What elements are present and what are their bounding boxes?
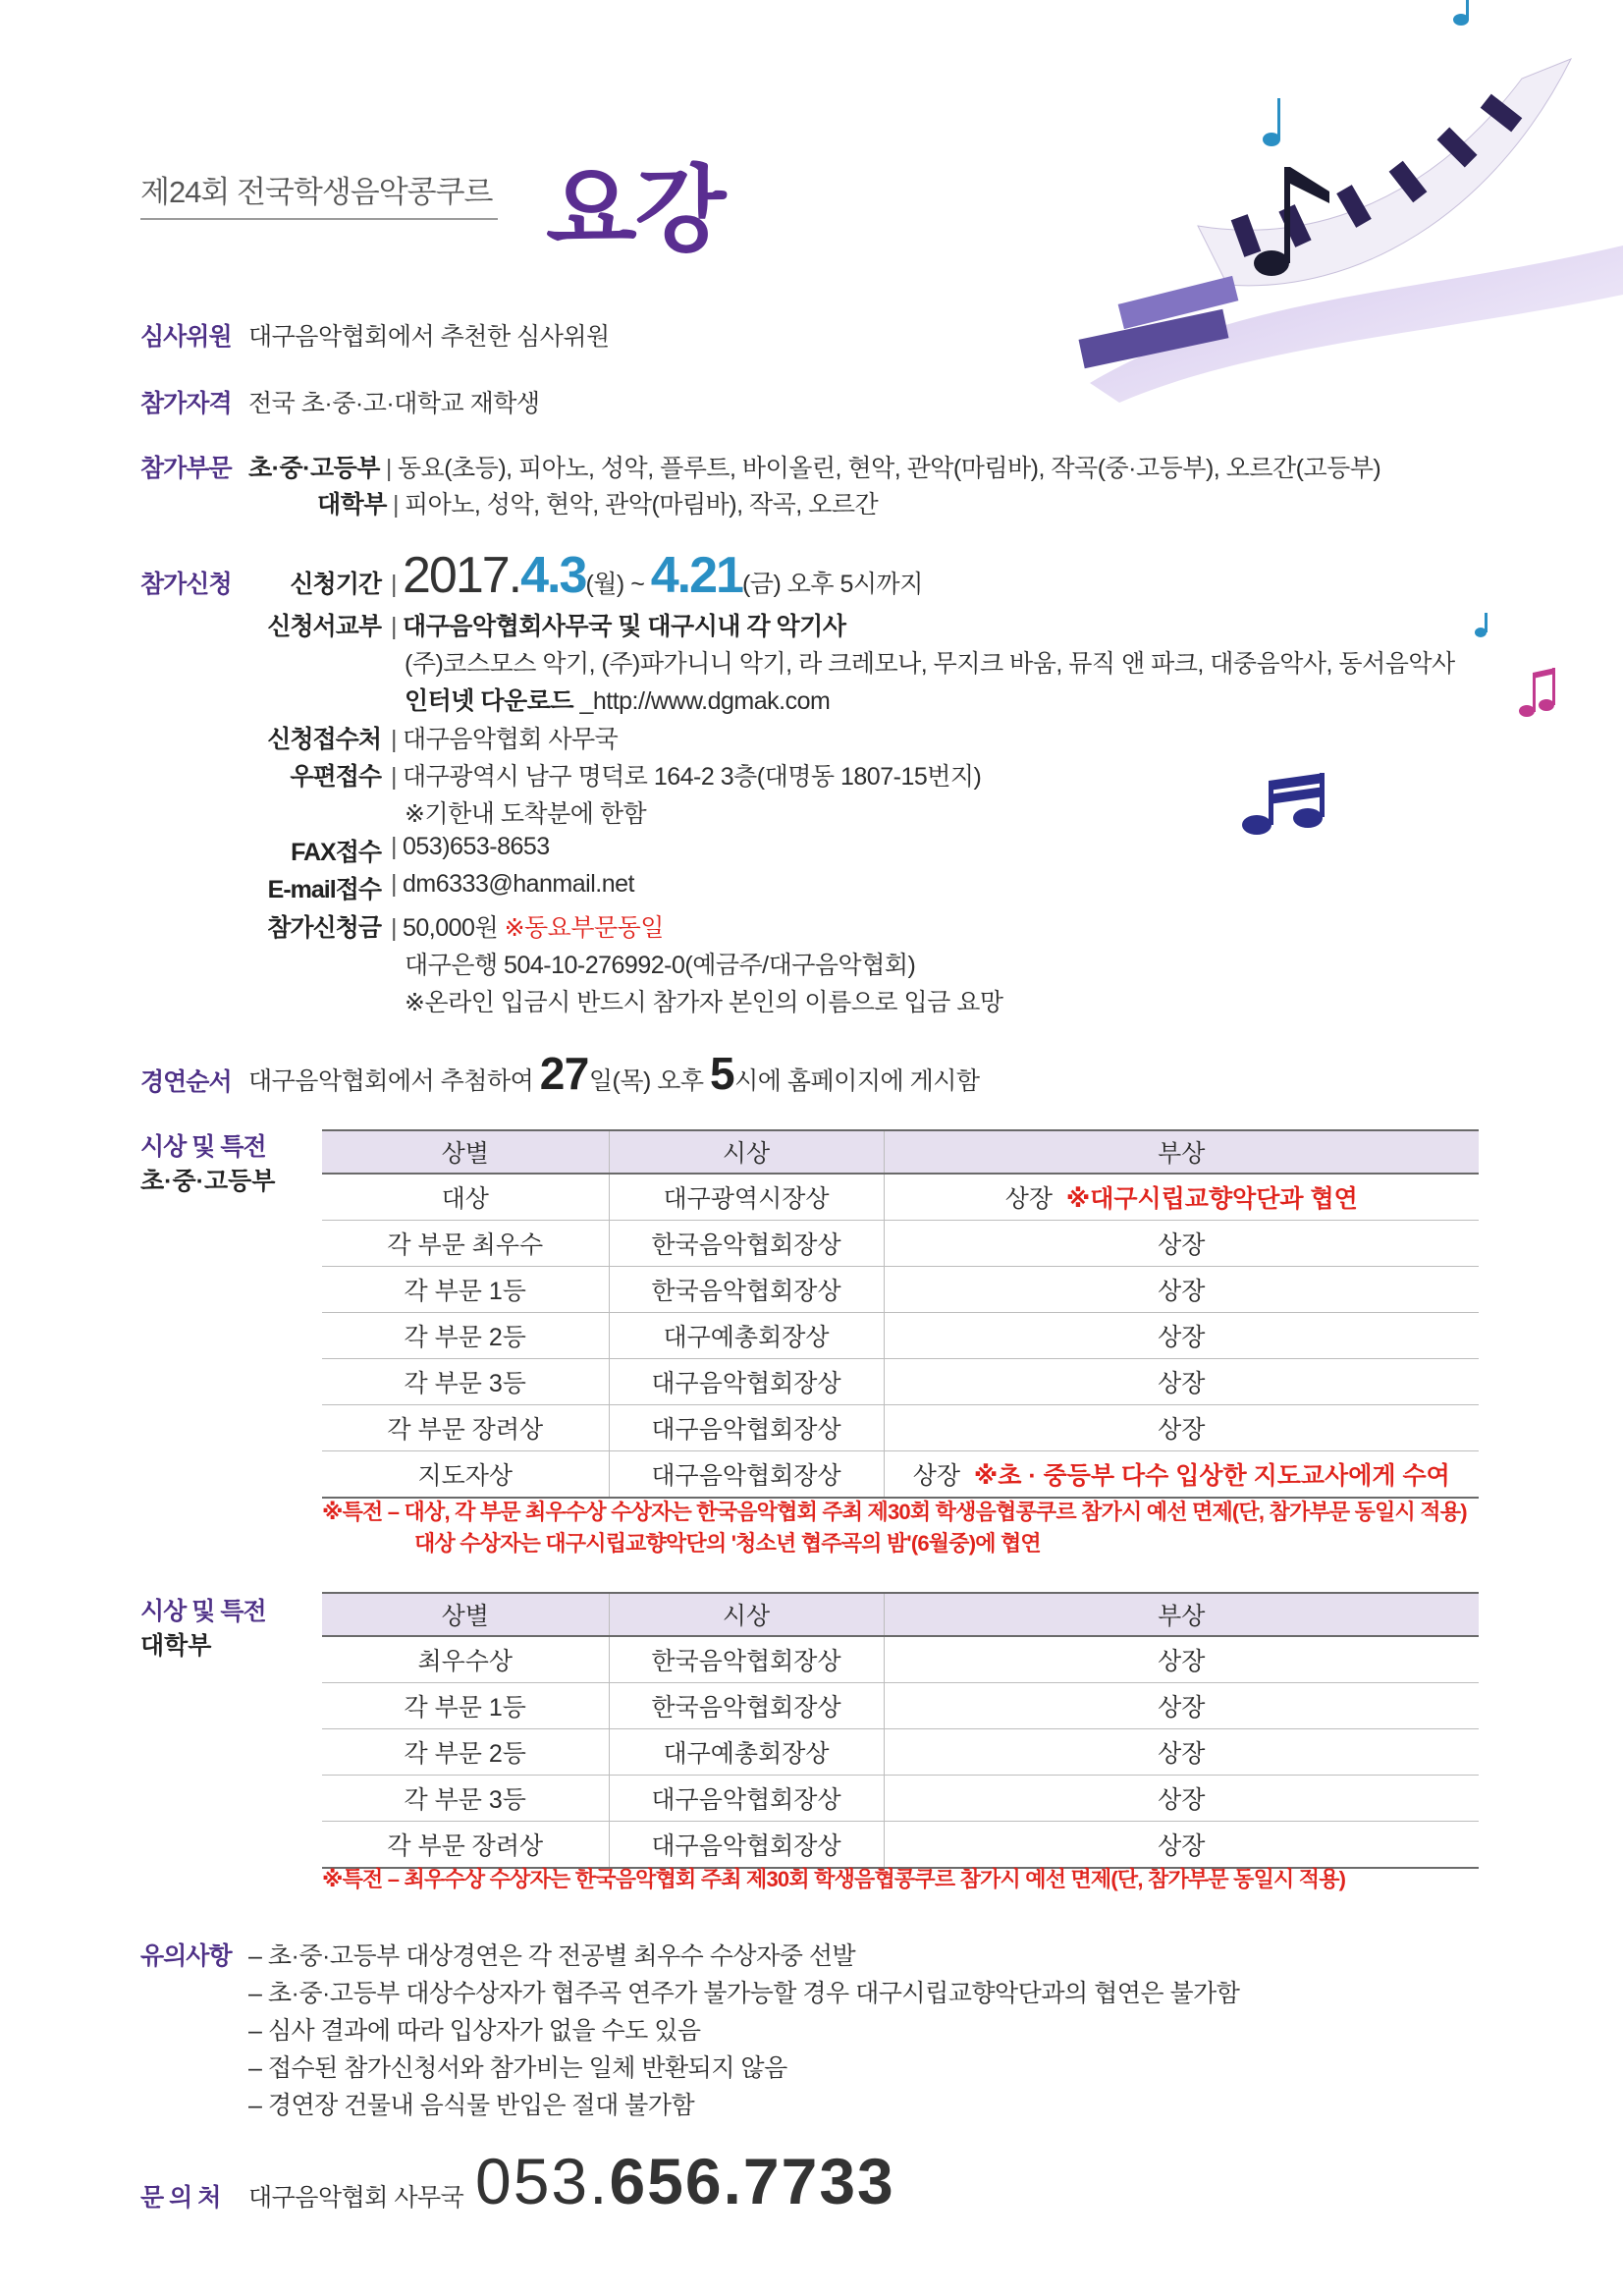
- awards-univ-header-rank: 상별: [322, 1593, 609, 1636]
- cell-award: 대구예총회장상: [609, 1313, 884, 1359]
- contest-subtitle: 제24회 전국학생음악콩쿠르: [140, 175, 493, 209]
- pink-note-icon: [1517, 668, 1556, 722]
- divisions-label: 참가부문: [140, 455, 232, 482]
- division-row-univ: 대학부 | 피아노, 성악, 현악, 관악(마림바), 작곡, 오르간: [317, 491, 879, 519]
- eligibility-text: 전국 초·중·고·대학교 재학생: [248, 390, 540, 417]
- division-univ-name: 대학부: [317, 491, 387, 519]
- eligibility-label: 참가자격: [140, 390, 232, 417]
- cautions-label: 유의사항: [140, 1942, 232, 1970]
- judges-label: 심사위원: [140, 323, 232, 351]
- cell-prize: 상장: [884, 1359, 1479, 1405]
- cell-rank: 각 부문 3등: [322, 1359, 609, 1405]
- table-row: [322, 1174, 1479, 1221]
- cell-rank: 지도자상: [322, 1451, 609, 1499]
- small-note-icon: [1473, 611, 1492, 640]
- order-text: [248, 1047, 980, 1100]
- cell-rank: 각 부문 최우수: [322, 1221, 609, 1267]
- prize-text: 상장: [912, 1462, 961, 1490]
- order-text-3: 시에 홈페이지에 게시함: [734, 1067, 980, 1095]
- email-address[interactable]: dm6333@hanmail.net: [403, 870, 634, 898]
- fee-label: 참가신청금: [267, 914, 381, 942]
- bank-note: ※온라인 입금시 반드시 참가자 본인의 이름으로 입금 요망: [405, 989, 1003, 1016]
- division-univ-list: 피아노, 성악, 현악, 관악(마림바), 작곡, 오르간: [404, 491, 879, 519]
- office-text: 대구음악협회 사무국: [403, 726, 619, 753]
- period-end-month: 4.: [650, 547, 690, 604]
- awards-univ-header-award: 시상: [609, 1593, 884, 1636]
- period-start-weekday: (월): [585, 571, 624, 598]
- caution-item: – 심사 결과에 따라 입상자가 없을 수도 있음: [248, 2017, 701, 2045]
- cell-award: 한국음악협회장상: [609, 1221, 884, 1267]
- cell-rank: 각 부문 2등: [322, 1313, 609, 1359]
- fee-note: ※동요부문동일: [504, 914, 664, 942]
- cell-prize: 상장: [884, 1636, 1479, 1683]
- table-row: [322, 1267, 1479, 1313]
- fax-number: 053)653-8653: [403, 833, 550, 860]
- forms-value: | 대구음악협회사무국 및 대구시내 각 악기사: [391, 613, 846, 640]
- email-label: E-mail접수: [267, 876, 381, 903]
- cell-award: 대구음악협회장상: [609, 1451, 884, 1499]
- awards-school-sublabel: 초·중·고등부: [140, 1168, 276, 1195]
- cell-award: 대구음악협회장상: [609, 1822, 884, 1869]
- cell-prize: 상장: [884, 1822, 1479, 1869]
- awards-univ-label: 시상 및 특전: [140, 1598, 266, 1625]
- cell-rank: 각 부문 3등: [322, 1776, 609, 1822]
- download-row: [405, 682, 830, 717]
- phone-number: 656.7733: [609, 2145, 895, 2217]
- division-school-name: 초·중·고등부: [248, 455, 380, 482]
- cell-rank: 각 부문 2등: [322, 1729, 609, 1776]
- awards-school-note-1: ※특전 – 대상, 각 부문 최우수상 수상자는 한국음악협회 주최 제30회 학생음협콩쿠르 참가시 예선 면제(단, 참가부문 동일시 적용): [322, 1500, 1467, 1524]
- awards-school-table: [322, 1129, 1479, 1499]
- cell-prize: [884, 1451, 1479, 1499]
- download-label: 인터넷 다운로드: [405, 687, 573, 715]
- table-row: [322, 1405, 1479, 1451]
- order-date: 27: [539, 1048, 589, 1099]
- cell-prize: 상장: [884, 1313, 1479, 1359]
- cell-award: 대구예총회장상: [609, 1729, 884, 1776]
- awards-school-label: 시상 및 특전: [140, 1133, 266, 1161]
- fee-amount: 50,000원: [403, 914, 499, 942]
- bank-account: 대구은행 504-10-276992-0(예금주/대구음악협회): [405, 952, 916, 979]
- cell-award: 한국음악협회장상: [609, 1267, 884, 1313]
- office-value: | 대구음악협회 사무국: [391, 726, 619, 753]
- awards-univ-header-prize: 부상: [884, 1593, 1479, 1636]
- fax-value: | 053)653-8653: [391, 833, 550, 860]
- fax-label: FAX접수: [291, 839, 381, 866]
- period-year: 2017.: [403, 547, 521, 604]
- cell-prize: 상장: [884, 1729, 1479, 1776]
- cell-award: 한국음악협회장상: [609, 1683, 884, 1729]
- fee-value: | 50,000원 ※동요부문동일: [391, 914, 664, 942]
- prize-note: ※초 · 중등부 다수 입상한 지도교사에게 수여: [973, 1462, 1450, 1490]
- email-value: | dm6333@hanmail.net: [391, 870, 634, 898]
- subtitle-divider: [140, 218, 498, 220]
- beamed-notes-icon: [1239, 771, 1347, 840]
- table-row: [322, 1313, 1479, 1359]
- awards-univ-table: [322, 1592, 1479, 1869]
- mail-label: 우편접수: [290, 763, 381, 791]
- awards-school-header-award: 시상: [609, 1130, 884, 1174]
- caution-item: – 초·중·고등부 대상수상자가 협주곡 연주가 불가능할 경우 대구시립교향악단과의 협연은 불가함: [248, 1980, 1240, 2007]
- table-row: [322, 1221, 1479, 1267]
- contact-phone: [475, 2144, 895, 2218]
- period-start-month: 4.: [520, 547, 560, 604]
- order-text-1: 대구음악협회에서 추첨하여: [248, 1067, 534, 1095]
- download-link[interactable]: _http://www.dgmak.com: [579, 687, 831, 715]
- period-tilde: ~: [630, 571, 645, 598]
- page-title: 요강: [546, 158, 725, 263]
- awards-school-note-2: 대상 수상자는 대구시립교향악단의 '청소년 협주곡의 밤'(6월중)에 협연: [414, 1531, 1041, 1556]
- application-label: 참가신청: [140, 571, 232, 598]
- forms-label: 신청서교부: [267, 613, 381, 640]
- table-row: [322, 1822, 1479, 1869]
- cell-rank: 대상: [322, 1174, 609, 1221]
- table-row: [322, 1683, 1479, 1729]
- office-label: 신청접수처: [267, 726, 381, 753]
- cell-prize: 상장: [884, 1267, 1479, 1313]
- prize-text: 상장: [1004, 1185, 1053, 1213]
- caution-item: – 초·중·고등부 대상경연은 각 전공별 최우수 수상자중 선발: [248, 1942, 856, 1970]
- cell-prize: [884, 1174, 1479, 1221]
- cell-rank: 최우수상: [322, 1636, 609, 1683]
- period-label: 신청기간: [290, 571, 381, 598]
- table-row: [322, 1729, 1479, 1776]
- period-end-day: 21: [689, 547, 742, 604]
- cell-prize: 상장: [884, 1405, 1479, 1451]
- period-value: | 2017.4.3(월) ~ 4.21(금) 오후 5시까지: [391, 547, 923, 604]
- cell-award: 대구음악협회장상: [609, 1405, 884, 1451]
- table-row: [322, 1636, 1479, 1683]
- piano-keyboard-decoration: [1060, 0, 1623, 412]
- cell-prize: 상장: [884, 1221, 1479, 1267]
- mail-value: | 대구광역시 남구 명덕로 164-2 3층(대명동 1807-15번지): [391, 763, 982, 791]
- contact-org: 대구음악협회 사무국: [248, 2184, 464, 2212]
- phone-prefix: 053.: [475, 2145, 610, 2217]
- cell-rank: 각 부문 1등: [322, 1683, 609, 1729]
- period-end-time: 오후 5시까지: [786, 571, 923, 598]
- awards-univ-sublabel: 대학부: [140, 1632, 212, 1660]
- division-row-school: 초·중·고등부 | 동요(초등), 피아노, 성악, 플루트, 바이올린, 현악, 관악(마림바), 작곡(중·고등부), 오르간(고등부): [248, 455, 1381, 482]
- caution-item: – 경연장 건물내 음식물 반입은 절대 불가함: [248, 2092, 695, 2119]
- cell-award: 한국음악협회장상: [609, 1636, 884, 1683]
- cell-award: 대구음악협회장상: [609, 1359, 884, 1405]
- forms-text: 대구음악협회사무국 및 대구시내 각 악기사: [403, 613, 846, 640]
- order-label: 경연순서: [140, 1068, 232, 1096]
- order-text-2: 일(목) 오후: [588, 1067, 704, 1095]
- awards-univ-note: ※특전 – 최우수상 수상자는 한국음악협회 주최 제30회 학생음협콩쿠르 참가시 예선 면제(단, 참가부문 동일시 적용): [322, 1867, 1346, 1891]
- order-hour: 5: [710, 1048, 735, 1099]
- cell-award: 대구음악협회장상: [609, 1776, 884, 1822]
- awards-school-header-rank: 상별: [322, 1130, 609, 1174]
- table-row: [322, 1451, 1479, 1499]
- mail-address: 대구광역시 남구 명덕로 164-2 3층(대명동 1807-15번지): [403, 763, 982, 791]
- cell-prize: 상장: [884, 1776, 1479, 1822]
- forms-shops: (주)코스모스 악기, (주)파가니니 악기, 라 크레모나, 무지크 바움, 뮤직 앤 파크, 대중음악사, 동서음악사: [405, 650, 1455, 678]
- division-school-list: 동요(초등), 피아노, 성악, 플루트, 바이올린, 현악, 관악(마림바), 작곡(중·고등부), 오르간(고등부): [397, 455, 1381, 482]
- table-row: [322, 1359, 1479, 1405]
- prize-note: ※대구시립교향악단과 협연: [1065, 1185, 1358, 1213]
- cell-rank: 각 부문 1등: [322, 1267, 609, 1313]
- period-end-weekday: (금): [741, 571, 782, 598]
- cell-prize: 상장: [884, 1683, 1479, 1729]
- caution-item: – 접수된 참가신청서와 참가비는 일체 반환되지 않음: [248, 2054, 787, 2082]
- cell-rank: 각 부문 장려상: [322, 1822, 609, 1869]
- period-start-day: 3: [559, 547, 586, 604]
- contact-label: 문 의 처: [140, 2184, 221, 2212]
- cell-rank: 각 부문 장려상: [322, 1405, 609, 1451]
- table-row: [322, 1776, 1479, 1822]
- judges-text: 대구음악협회에서 추천한 심사위원: [248, 323, 610, 351]
- awards-school-header-prize: 부상: [884, 1130, 1479, 1174]
- mail-note: ※기한내 도착분에 한함: [405, 800, 647, 828]
- cell-award: 대구광역시장상: [609, 1174, 884, 1221]
